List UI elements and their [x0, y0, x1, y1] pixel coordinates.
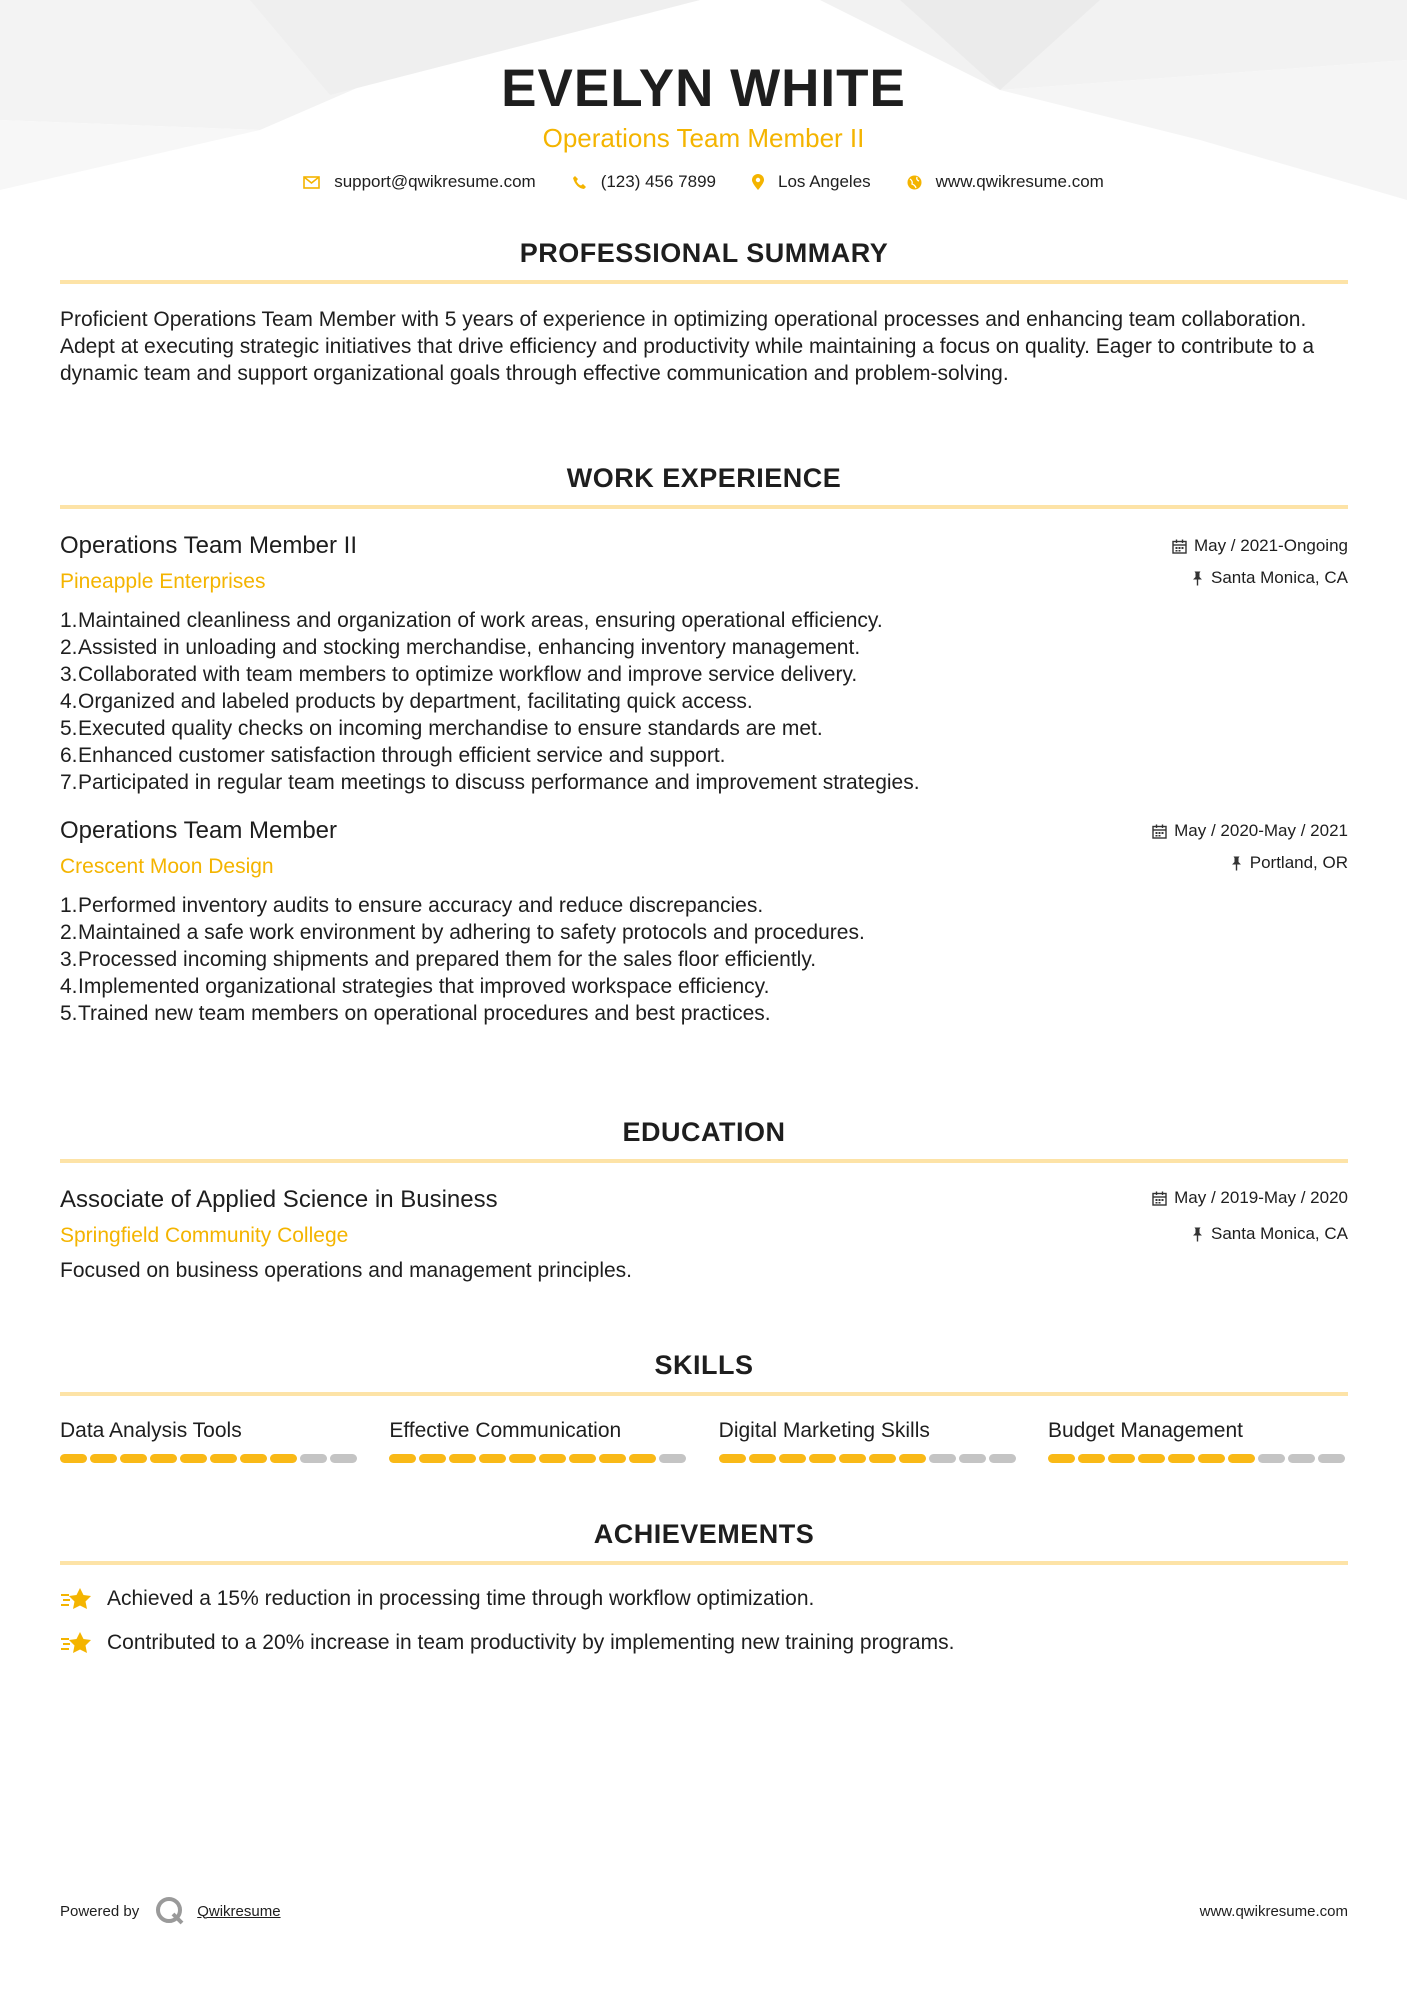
skill-segment-filled [120, 1454, 147, 1463]
skill-segment-filled [749, 1454, 776, 1463]
skill-segment-filled [1168, 1454, 1195, 1463]
job-meta [1172, 535, 1348, 589]
job-location-row [1172, 567, 1348, 589]
section-divider [60, 280, 1348, 284]
skill-level-bar [1048, 1454, 1348, 1463]
skill-segment-filled [479, 1454, 506, 1463]
skill-segment-empty [1318, 1454, 1345, 1463]
skill-name: Budget Management [1047, 1419, 1243, 1442]
candidate-name: EVELYN WHITE [501, 59, 906, 118]
list-item: 2. Assisted in unloading and stocking merchandise, enhancing inventory management. [60, 636, 861, 659]
skill-segment-filled [509, 1454, 536, 1463]
job-location-row [1152, 852, 1348, 874]
candidate-role: Operations Team Member II [542, 123, 865, 153]
skill-segment-filled [1228, 1454, 1255, 1463]
summary-text: Proficient Operations Team Member with 5 years of experience in optimizing operational processes and enhancing team collaboration. Adept at executing strategic initiatives that drive efficiency and productivity while maintaining a focus on quality. Eager to contribute to a dynamic team and support organizational goals through effective communication and problem-solving. [60, 308, 1315, 385]
calendar-icon [1152, 824, 1167, 839]
job-entry [60, 531, 1348, 796]
summary-heading: PROFESSIONAL SUMMARY [519, 238, 889, 268]
education-date: May / 2019-May / 2020 [1174, 1188, 1348, 1207]
degree-title: Associate of Applied Science in Business [60, 1186, 498, 1213]
skill-segment-filled [150, 1454, 177, 1463]
job-date: May / 2020-May / 2021 [1174, 821, 1348, 840]
achievements-heading: ACHIEVEMENTS [593, 1519, 815, 1549]
list-item: 1. Performed inventory audits to ensure accuracy and reduce discrepancies. [60, 894, 764, 917]
phone-text: (123) 456 7899 [600, 172, 717, 191]
experience-section [60, 461, 1348, 1027]
achievements-section [60, 1517, 1348, 1656]
summary-section [60, 236, 1348, 387]
skill-segment-filled [389, 1454, 416, 1463]
skill-segment-empty [1288, 1454, 1315, 1463]
qwikresume-logo-icon [155, 1896, 185, 1926]
job-location: Santa Monica, CA [1210, 568, 1348, 587]
job-bullets [60, 607, 1348, 796]
skill-segment-filled [839, 1454, 866, 1463]
achievement-item [60, 1629, 1348, 1656]
skill-segment-empty [1258, 1454, 1285, 1463]
skill-segment-filled [809, 1454, 836, 1463]
location-text: Los Angeles [778, 172, 871, 191]
skill-segment-empty [300, 1454, 327, 1463]
job-date-row [1172, 535, 1348, 557]
envelope-icon [303, 176, 320, 189]
globe-icon [907, 175, 922, 190]
skill-segment-filled [869, 1454, 896, 1463]
skill-name: Effective Communication [389, 1419, 622, 1442]
skill-segment-filled [210, 1454, 237, 1463]
skill-segment-filled [719, 1454, 746, 1463]
education-description: Focused on business operations and management principles. [60, 1259, 633, 1282]
education-date-row [1152, 1187, 1348, 1209]
email-text: support@qwikresume.com [334, 172, 536, 191]
achievement-text: Achieved a 15% reduction in processing time through workflow optimization. [107, 1587, 815, 1610]
education-location: Santa Monica, CA [1210, 1224, 1348, 1243]
powered-by [60, 1896, 281, 1926]
contact-email[interactable] [303, 172, 536, 192]
job-date: May / 2021-Ongoing [1193, 536, 1348, 555]
footer-website[interactable]: www.qwikresume.com [1199, 1902, 1348, 1920]
job-title: Operations Team Member II [60, 532, 358, 559]
list-item: 4. Implemented organizational strategies that improved workspace efficiency. [60, 975, 770, 998]
skills-list [60, 1418, 1348, 1463]
list-item: 5. Trained new team members on operational procedures and best practices. [60, 1002, 771, 1025]
skill-level-bar [60, 1454, 360, 1463]
job-company: Pineapple Enterprises [60, 570, 266, 593]
job-company: Crescent Moon Design [60, 855, 274, 878]
resume-header [0, 0, 1407, 192]
education-heading: EDUCATION [622, 1117, 786, 1147]
education-location-row [1152, 1223, 1348, 1245]
education-section [60, 1115, 1348, 1284]
section-divider [60, 1561, 1348, 1565]
skill-segment-filled [1108, 1454, 1135, 1463]
skill-segment-empty [929, 1454, 956, 1463]
list-item: 4. Organized and labeled products by department, facilitating quick access. [60, 690, 753, 713]
brand-link[interactable]: Qwikresume [197, 1902, 281, 1920]
list-item: 1. Maintained cleanliness and organization of work areas, ensuring operational efficiency. [60, 609, 883, 632]
website-text: www.qwikresume.com [935, 172, 1104, 191]
powered-by-label: Powered by [60, 1902, 140, 1920]
list-item: 2. Maintained a safe work environment by adhering to safety protocols and procedures. [60, 921, 865, 944]
skill-name: Data Analysis Tools [60, 1419, 242, 1442]
skill-segment-empty [330, 1454, 357, 1463]
contact-location [752, 172, 871, 192]
skill-segment-filled [569, 1454, 596, 1463]
list-item: 3. Processed incoming shipments and prepared them for the sales floor efficiently. [60, 948, 817, 971]
list-item: 6. Enhanced customer satisfaction through efficient service and support. [60, 744, 726, 767]
pushpin-icon [1230, 856, 1243, 871]
skill-segment-filled [60, 1454, 87, 1463]
skill-level-bar [389, 1454, 689, 1463]
skill-segment-filled [449, 1454, 476, 1463]
calendar-icon [1172, 539, 1187, 554]
skill-segment-filled [240, 1454, 267, 1463]
education-meta [1152, 1187, 1348, 1245]
skill-segment-filled [270, 1454, 297, 1463]
skill-segment-filled [1138, 1454, 1165, 1463]
achievement-text: Contributed to a 20% increase in team productivity by implementing new training programs. [107, 1631, 955, 1654]
skill-segment-filled [90, 1454, 117, 1463]
skill-segment-empty [989, 1454, 1016, 1463]
skills-section [60, 1348, 1348, 1463]
list-item: 3. Collaborated with team members to optimize workflow and improve service delivery. [60, 663, 858, 686]
skill-level-bar [719, 1454, 1019, 1463]
list-item: 7. Participated in regular team meetings to discuss performance and improvement strategies. [60, 771, 920, 794]
skill-segment-filled [539, 1454, 566, 1463]
education-entry [60, 1185, 1348, 1284]
skills-heading: SKILLS [654, 1350, 754, 1380]
job-bullets [60, 892, 1348, 1027]
pushpin-icon [1191, 1227, 1204, 1242]
skill-segment-filled [180, 1454, 207, 1463]
star-icon [60, 1630, 93, 1656]
pushpin-icon [1191, 571, 1204, 586]
contact-phone[interactable] [572, 172, 716, 192]
experience-heading: WORK EXPERIENCE [566, 463, 842, 493]
skill-segment-empty [959, 1454, 986, 1463]
contact-bar [0, 172, 1407, 192]
skill-name: Digital Marketing Skills [718, 1419, 930, 1442]
footer [60, 1896, 1348, 1926]
phone-icon [572, 175, 587, 190]
calendar-icon [1152, 1191, 1167, 1206]
skill-item [719, 1418, 1019, 1463]
skill-segment-filled [899, 1454, 926, 1463]
school-name: Springfield Community College [60, 1224, 349, 1247]
section-divider [60, 505, 1348, 509]
skill-segment-filled [629, 1454, 656, 1463]
achievements-list [60, 1585, 1348, 1656]
contact-website[interactable] [907, 172, 1104, 192]
star-icon [60, 1586, 93, 1612]
skill-segment-filled [1198, 1454, 1225, 1463]
skill-segment-empty [659, 1454, 686, 1463]
achievement-item [60, 1585, 1348, 1612]
skill-item [60, 1418, 360, 1463]
skill-segment-filled [1078, 1454, 1105, 1463]
map-pin-icon [752, 174, 764, 190]
skill-segment-filled [599, 1454, 626, 1463]
section-divider [60, 1392, 1348, 1396]
job-date-row [1152, 820, 1348, 842]
skill-item [389, 1418, 689, 1463]
skill-segment-filled [1048, 1454, 1075, 1463]
skill-item [1048, 1418, 1348, 1463]
job-location: Portland, OR [1249, 853, 1348, 872]
job-entry [60, 816, 1348, 1027]
job-meta [1152, 820, 1348, 874]
section-divider [60, 1159, 1348, 1163]
skill-segment-filled [419, 1454, 446, 1463]
list-item: 5. Executed quality checks on incoming merchandise to ensure standards are met. [60, 717, 823, 740]
job-title: Operations Team Member [60, 817, 338, 844]
skill-segment-filled [779, 1454, 806, 1463]
